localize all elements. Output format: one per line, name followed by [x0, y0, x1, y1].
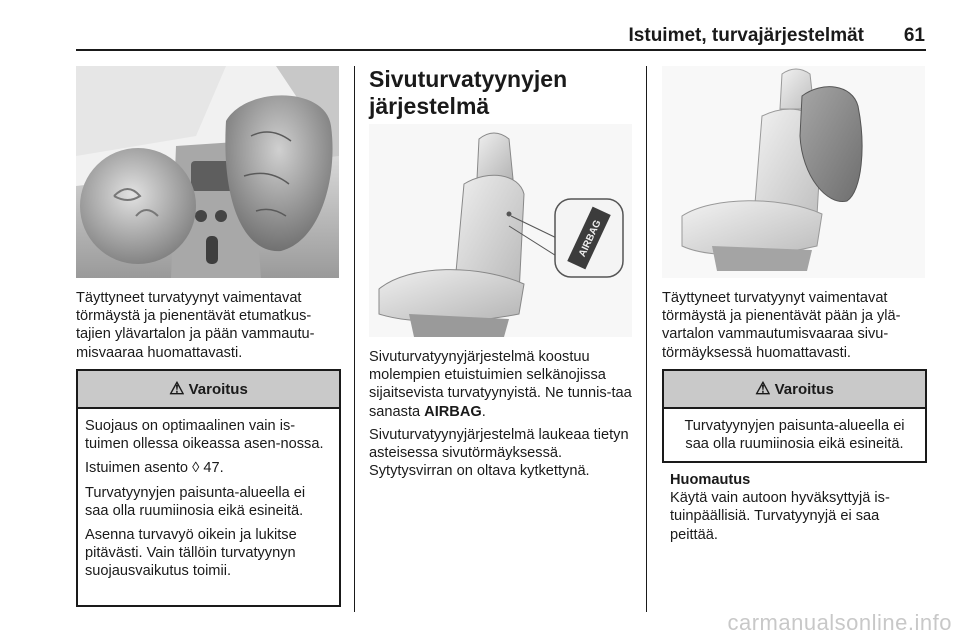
column-divider-right — [646, 66, 647, 612]
ref-text: Istuimen asento — [85, 460, 193, 477]
caption-text: Täyttyneet turvatyynyt vaimentavat törmäystä ja pienentävät pään ja ylä-vartalon vammautumisvaaraa sivu-törmäyksessä huomattavasti. — [662, 290, 901, 361]
column-divider-left — [354, 66, 355, 612]
airbag-tag-label: AIRBAG — [577, 218, 604, 259]
side-airbag-deployed-figure — [662, 66, 925, 278]
caption-text: Täyttyneet turvatyynyt vaimentavat törmäystä ja pienentävät etumatkus-tajien ylävartalon ja pään vammautu-misvaaraa huomattavasti. — [76, 290, 315, 361]
warning-triangle-icon: ⚠ — [169, 379, 185, 398]
page-ref-link[interactable]: 47. — [203, 460, 224, 477]
watermark: carmanualsonline.info — [727, 610, 952, 635]
warning-body — [664, 409, 925, 465]
title-line: järjestelmä — [369, 93, 490, 119]
warning-header — [78, 371, 339, 409]
warning-triangle-icon: ⚠ — [755, 379, 771, 398]
note-box — [670, 471, 922, 544]
warning-body — [78, 409, 339, 593]
warning-paragraph: Turvatyynyjen paisunta-alueella ei saa olla ruumiinosia eikä esineitä. — [684, 418, 905, 453]
paragraph — [369, 348, 635, 421]
front-airbags-caption — [76, 289, 342, 367]
paragraph-end: . — [481, 403, 486, 420]
warning-title: Varoitus — [188, 381, 248, 398]
warning-header — [664, 371, 925, 409]
middle-text — [369, 348, 635, 485]
side-airbag-seat-figure — [369, 124, 632, 337]
warning-title: Varoitus — [774, 381, 834, 398]
paragraph-text: Sivuturvatyynyjärjestelmä koostuu molempien etuistuimien selkänojissa sijaitsevista turvatyynyistä. Ne tunnis-taa sanasta — [369, 349, 632, 420]
note-text: Käytä vain autoon hyväksyttyjä is-tuinpäällisiä. Turvatyynyjä ei saa peittää. — [670, 490, 890, 543]
note-title: Huomautus — [670, 472, 751, 488]
paragraph: Sivuturvatyynyjärjestelmä laukeaa tietyn asteisessa sivutörmäyksessä. Sytytysvirran on oltava kytkettynä. — [369, 426, 629, 480]
title-line: Sivuturvatyynyjen — [369, 66, 568, 92]
page-number: 61 — [903, 25, 925, 46]
header-rule — [76, 49, 926, 51]
section-title — [369, 66, 567, 120]
warning-paragraph-ref — [85, 459, 332, 477]
warning-paragraph: Turvatyynyjen paisunta-alueella ei saa olla ruumiinosia eikä esineitä. — [85, 484, 306, 519]
warning-box-right — [662, 369, 927, 463]
warning-paragraph: Asenna turvavyö oikein ja lukitse pitävästi. Vain tällöin turvatyynyn suojausvaikutus toimii. — [85, 527, 297, 580]
airbag-keyword: AIRBAG — [424, 403, 482, 420]
header-title: Istuimet, turvajärjestelmät — [628, 25, 864, 46]
warning-paragraph: Suojaus on optimaalinen vain is-tuimen ollessa oikeassa asen-nossa. — [85, 418, 324, 453]
side-airbags-caption — [662, 289, 928, 367]
front-airbags-figure — [76, 66, 339, 278]
page-ref-arrow-icon: ◊ — [192, 460, 204, 477]
warning-box-left — [76, 369, 341, 607]
